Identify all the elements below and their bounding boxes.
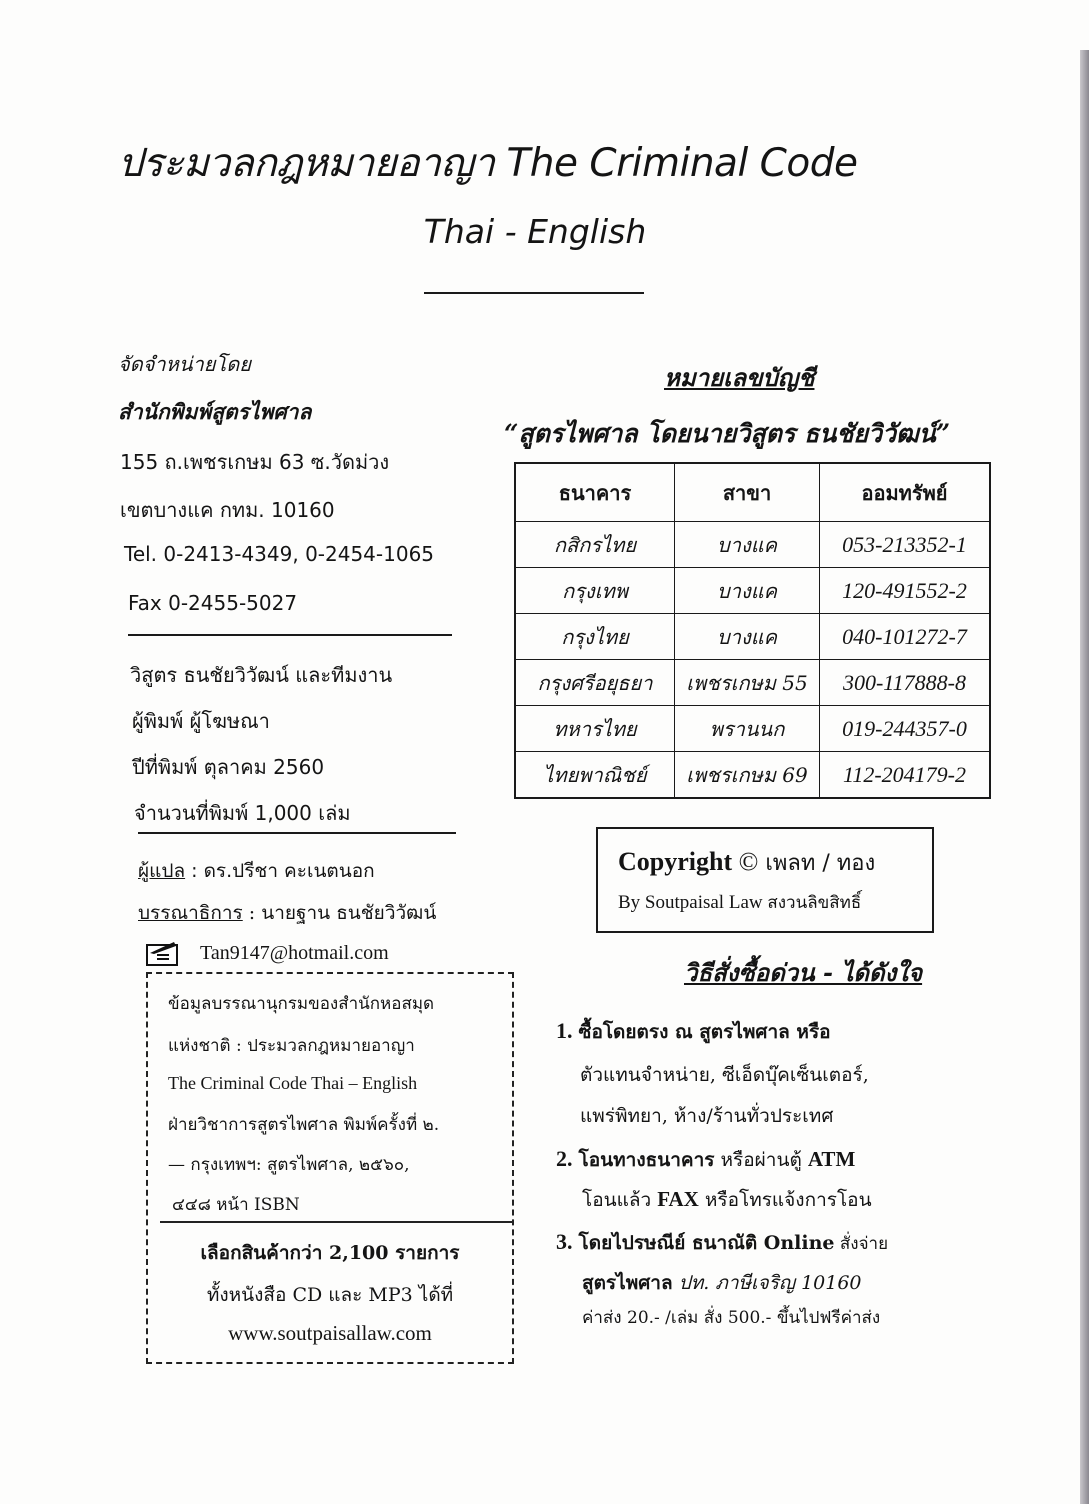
address-line-1: 155 ถ.เพชรเกษม 63 ซ.วัดม่วง	[120, 450, 390, 474]
catalog-line: ข้อมูลบรรณานุกรมของสำนักหอสมุด	[168, 994, 435, 1014]
address-line-2: เขตบางแค กทม. 10160	[120, 498, 335, 522]
order-method-text: โดยไปรษณีย์ ธนาณัติ Online	[578, 1232, 835, 1254]
bank-name: กรุงเทพ	[515, 568, 675, 614]
translator-name: ดร.ปรีชา คะเนตนอก	[203, 860, 375, 882]
divider	[138, 832, 456, 834]
order-method-2-line-1	[556, 1145, 855, 1175]
account-number: 040-101272-7	[820, 614, 991, 660]
order-method-3-line-3: ค่าส่ง 20.- /เล่ม สั่ง 500.- ขึ้นไปฟรีค่าส่ง	[582, 1308, 881, 1328]
bank-name: กสิกรไทย	[515, 522, 675, 568]
post-office: ปท. ภาษีเจริญ 10160	[672, 1272, 862, 1294]
order-method-1-line-2: ตัวแทนจำหน่าย, ซีเอ็ดบุ๊คเซ็นเตอร์,	[580, 1064, 869, 1086]
page-subtitle: Thai - English	[423, 212, 647, 251]
payee-name: สูตรไพศาล	[582, 1272, 673, 1294]
order-method-text: โอนแล้ว	[582, 1189, 658, 1211]
account-number: 053-213352-1	[820, 522, 991, 568]
bank-name: ทหารไทย	[515, 706, 675, 752]
tel: Tel. 0-2413-4349, 0-2454-1065	[124, 542, 435, 566]
column-header-branch: สาขา	[675, 463, 820, 522]
catalog-divider	[160, 1221, 514, 1223]
divider	[128, 634, 452, 636]
catalog-line: — กรุงเทพฯ: สูตรไพศาล, ๒๕๖๐,	[168, 1155, 410, 1175]
fax: Fax 0-2455-5027	[128, 591, 298, 615]
bank-name: ไทยพาณิชย์	[515, 752, 675, 799]
page-edge-shadow	[1080, 50, 1089, 1504]
email-icon	[146, 940, 180, 966]
catalog-line: แห่งชาติ : ประมวลกฎหมายอาญา	[168, 1036, 415, 1056]
copyright-line	[618, 845, 875, 880]
table-row	[515, 568, 990, 614]
print-date: ปีที่พิมพ์ ตุลาคม 2560	[132, 755, 325, 779]
print-count: จำนวนที่พิมพ์ 1,000 เล่ม	[134, 801, 351, 825]
branch: บางแค	[675, 614, 820, 660]
email-address[interactable]: Tan9147@hotmail.com	[200, 942, 389, 964]
branch: บางแค	[675, 568, 820, 614]
column-header-savings: ออมทรัพย์	[820, 463, 991, 522]
table-row	[515, 614, 990, 660]
promo-line-1: เลือกสินค้ากว่า 2,100 รายการ	[200, 1242, 460, 1264]
order-method-text: หรือโทรแจ้งการโอน	[698, 1189, 872, 1211]
bank-name: กรุงไทย	[515, 614, 675, 660]
printer-role: ผู้พิมพ์ ผู้โฆษณา	[132, 709, 270, 733]
order-method-text: โอนทางธนาคาร	[578, 1149, 715, 1171]
printer-names: วิสูตร ธนชัยวิวัฒน์ และทีมงาน	[130, 663, 393, 687]
branch: เพชรเกษม 55	[675, 660, 820, 706]
editor-line	[138, 898, 436, 928]
order-method-1-line-3: แพร่พิทยา, ห้าง/ร้านทั่วประเทศ	[580, 1105, 834, 1127]
fax-label: FAX	[657, 1187, 699, 1211]
copyright-icon: ©	[738, 847, 759, 876]
separator: :	[185, 860, 204, 882]
atm-label: ATM	[807, 1147, 856, 1171]
branch: พรานนก	[675, 706, 820, 752]
ordering-heading: วิธีสั่งซื้อด่วน - ได้ดังใจ	[684, 958, 923, 987]
table-row	[515, 660, 990, 706]
order-method-2-line-2	[582, 1185, 872, 1215]
account-number: 112-204179-2	[820, 752, 991, 799]
catalog-line: ฝ่ายวิชาการสูตรไพศาล พิมพ์ครั้งที่ ๒.	[168, 1115, 440, 1135]
order-method-3-line-1	[556, 1228, 888, 1258]
catalog-line: The Criminal Code Thai – English	[168, 1073, 418, 1093]
order-method-text: หรือผ่านตู้	[714, 1149, 808, 1171]
table-row	[515, 522, 990, 568]
table-header-row	[515, 463, 990, 522]
account-number: 300-117888-8	[820, 660, 991, 706]
separator: :	[242, 902, 262, 924]
table-row	[515, 706, 990, 752]
accounts-heading: หมายเลขบัญชี	[664, 363, 815, 392]
order-method-text: สั่งจ่าย	[834, 1234, 889, 1254]
account-number: 019-244357-0	[820, 706, 991, 752]
bank-name: กรุงศรีอยุธยา	[515, 660, 675, 706]
order-method-3-line-2	[582, 1268, 862, 1298]
rights-reserved: สงวนลิขสิทธิ์	[767, 893, 862, 913]
publisher-name: สำนักพิมพ์สูตรไพศาล	[118, 399, 312, 424]
item-number: 2.	[556, 1146, 573, 1171]
table-row	[515, 752, 990, 799]
page-title: ประมวลกฎหมายอาญา The Criminal Code	[118, 141, 858, 186]
item-number: 3.	[556, 1229, 573, 1254]
title-divider	[424, 292, 644, 294]
editor-label: บรรณาธิการ	[138, 902, 243, 924]
copyright-word: Copyright	[618, 847, 739, 876]
branch: บางแค	[675, 522, 820, 568]
copyright-owner: เพลท / ทอง	[758, 851, 876, 876]
promo-line-2: ทั้งหนังสือ CD และ MP3 ได้ที่	[206, 1284, 454, 1306]
rights-line	[618, 889, 861, 916]
order-method-text: ซื้อโดยตรง ณ สูตรไพศาล หรือ	[578, 1021, 831, 1043]
editor-name: นายฐาน ธนชัยวิวัฒน์	[261, 902, 437, 924]
distributed-by-label: จัดจำหน่ายโดย	[118, 352, 251, 376]
website-link[interactable]: www.soutpaisallaw.com	[228, 1321, 432, 1345]
branch: เพชรเกษม 69	[675, 752, 820, 799]
order-method-1-line-1	[556, 1017, 831, 1047]
translator-label: ผู้แปล	[138, 860, 186, 882]
bank-accounts-table	[514, 462, 991, 799]
catalog-line: ๔๔๘ หน้า ISBN	[172, 1195, 300, 1215]
copyright-by: By Soutpaisal Law	[618, 892, 768, 913]
translator-line	[138, 856, 375, 886]
item-number: 1.	[556, 1018, 573, 1043]
account-holder-name: “สูตรไพศาล โดยนายวิสูตร ธนชัยวิวัฒน์”	[504, 419, 951, 448]
copyright-box	[596, 827, 934, 933]
account-number: 120-491552-2	[820, 568, 991, 614]
column-header-bank: ธนาคาร	[515, 463, 675, 522]
